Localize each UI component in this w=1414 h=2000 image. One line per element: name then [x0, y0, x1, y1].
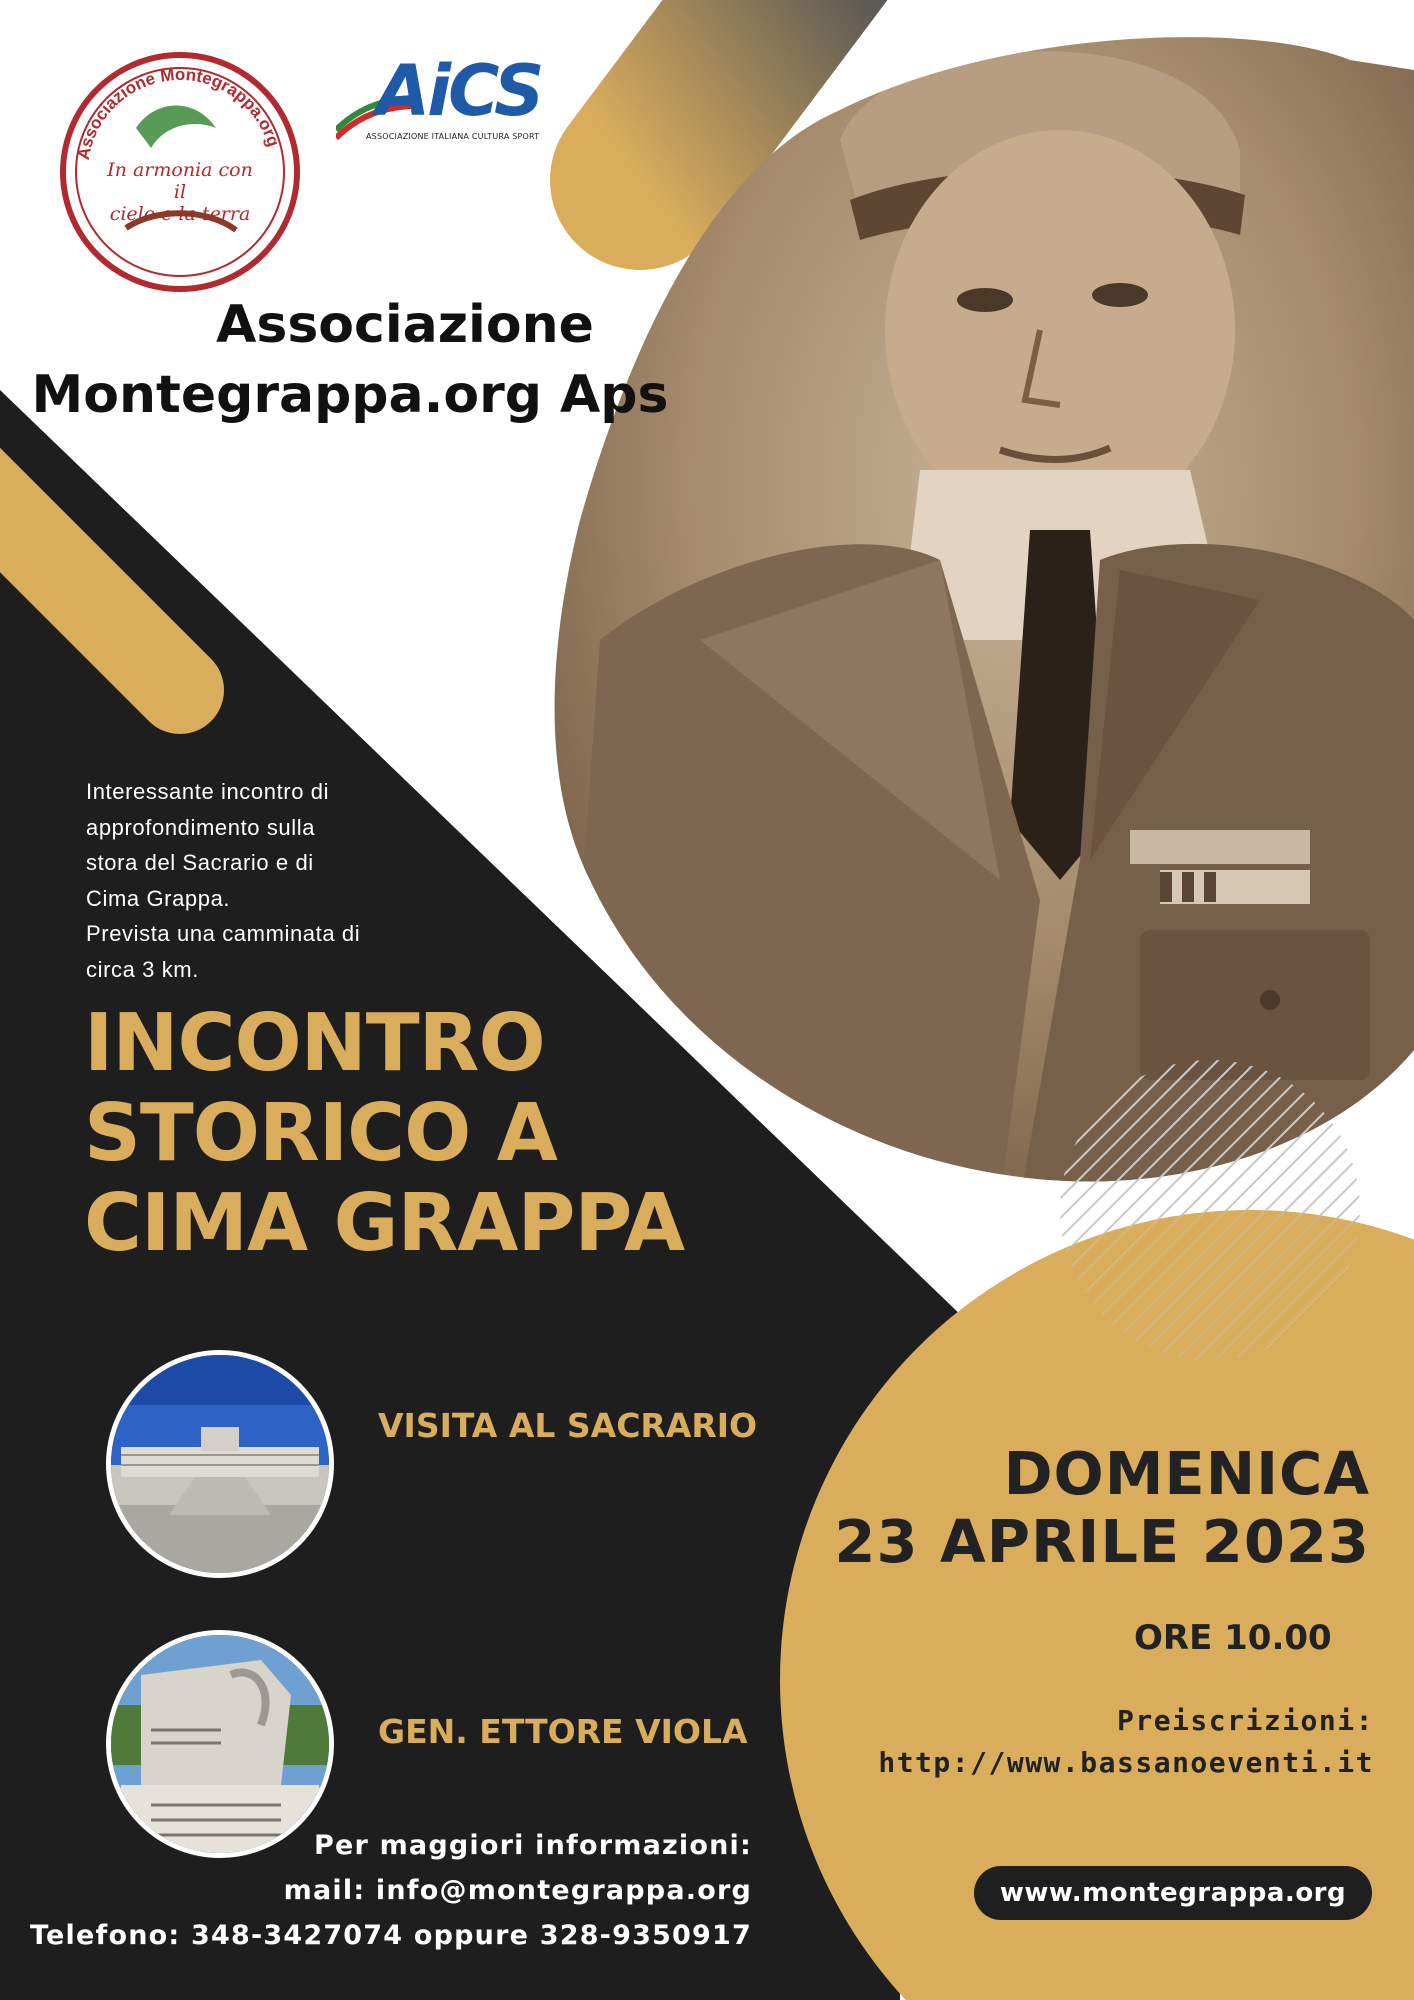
- association-ring-text-label: Associazione Montegrappa.org: [73, 64, 284, 162]
- event-date-text: 23 APRILE 2023: [834, 1507, 1370, 1576]
- headline-line3: CIMA GRAPPA: [84, 1177, 685, 1269]
- headline-line2: STORICO A: [84, 1087, 557, 1179]
- association-title: [30, 290, 670, 430]
- website-button[interactable]: www.montegrappa.org: [974, 1866, 1372, 1920]
- event-headline: [84, 998, 684, 1268]
- prereg-link[interactable]: http://www.bassanoeventi.it: [878, 1746, 1374, 1779]
- intro-line: Interessante incontro di: [86, 779, 330, 804]
- intro-line: stora del Sacrario e di: [86, 850, 314, 875]
- association-logo: [60, 52, 300, 292]
- association-motto-line2: cielo e la terra: [109, 203, 251, 225]
- contact-info: [30, 1823, 752, 1958]
- contact-phone[interactable]: Telefono: 348-3427074 oppure 328-9350917: [30, 1920, 752, 1951]
- preregistration: [878, 1700, 1374, 1784]
- intro-paragraph: [86, 774, 446, 987]
- intro-line: approfondimento sulla: [86, 814, 316, 840]
- intro-line: circa 3 km.: [86, 956, 199, 982]
- association-title-line1: Associazione: [216, 295, 594, 355]
- association-motto-line1: In armonia con il: [107, 159, 253, 203]
- headline-line1: INCONTRO: [84, 997, 545, 1089]
- event-day: DOMENICA: [1003, 1439, 1370, 1508]
- association-ring-text: [66, 58, 294, 286]
- aics-logo: [336, 50, 546, 150]
- sacrario-photo: [106, 1350, 334, 1578]
- association-title-line2: Montegrappa.org Aps: [31, 365, 669, 425]
- intro-line: Prevista una camminata di: [86, 921, 361, 946]
- gen-viola-label: GEN. ETTORE VIOLA: [378, 1712, 748, 1751]
- prereg-label: Preiscrizioni:: [1116, 1704, 1374, 1737]
- aics-wordmark: AiCS: [376, 50, 542, 132]
- contact-heading: Per maggiori informazioni:: [313, 1830, 752, 1861]
- contact-mail[interactable]: mail: info@montegrappa.org: [283, 1875, 752, 1906]
- visit-sacrario-label: VISITA AL SACRARIO: [378, 1406, 758, 1445]
- intro-line: Cima Grappa.: [86, 885, 231, 911]
- aics-subtitle: ASSOCIAZIONE ITALIANA CULTURA SPORT: [366, 132, 540, 141]
- event-date: [834, 1440, 1370, 1576]
- event-time: ORE 10.00: [1134, 1618, 1332, 1658]
